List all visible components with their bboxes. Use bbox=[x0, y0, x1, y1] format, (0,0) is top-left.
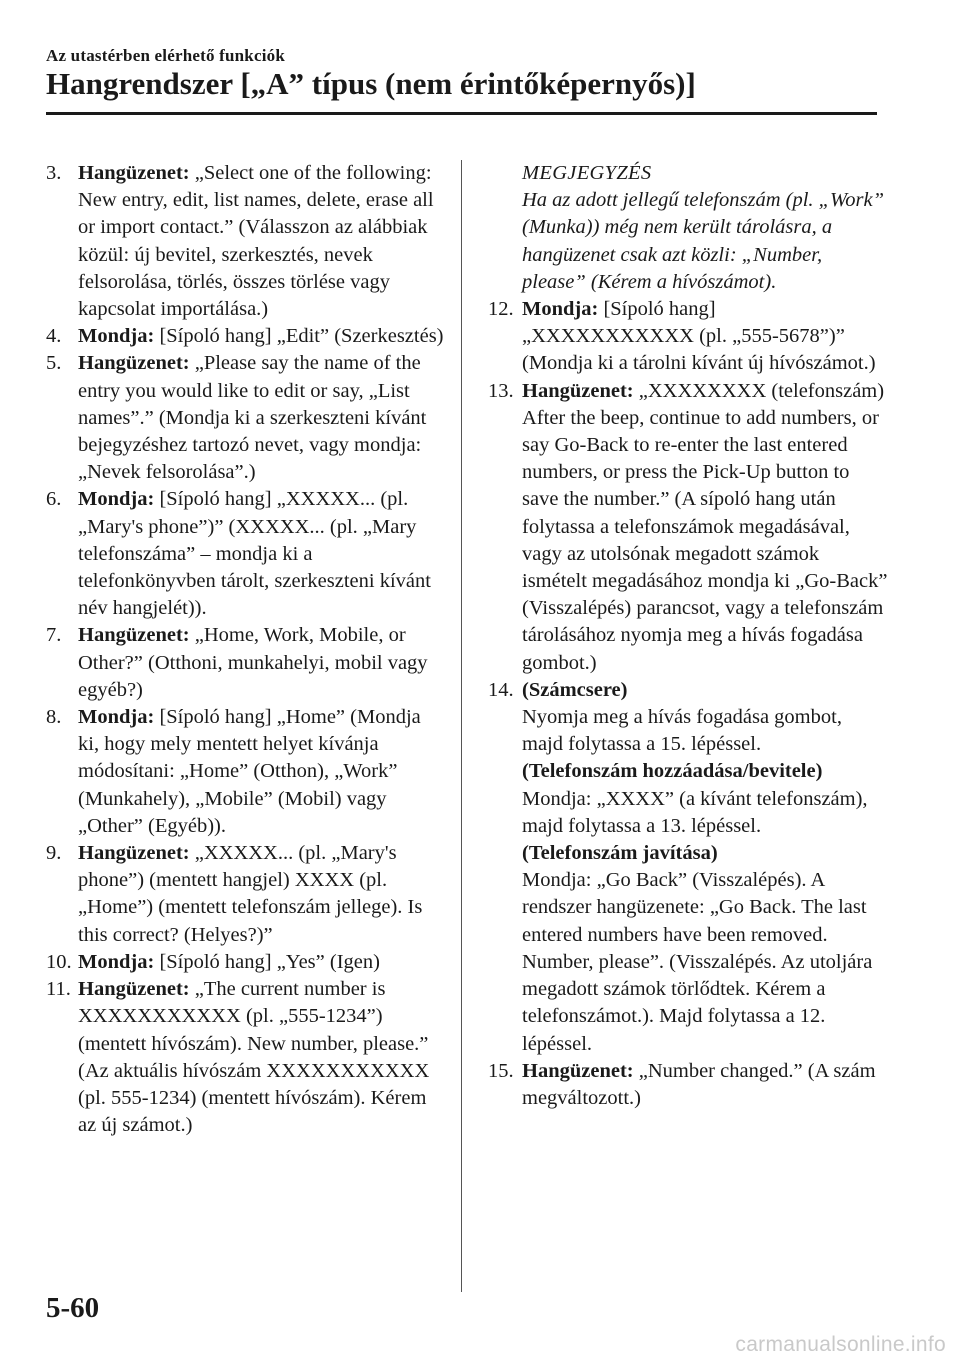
subsection-text: Mondja: „XXXX” (a kívánt telefonszám), majd folytassa a 13. lépéssel. bbox=[522, 787, 868, 837]
right-column bbox=[488, 160, 888, 1112]
step-text: „Select one of the following: New entry, edit, list names, delete, erase all or import contact.” (Válasszon az alábbiak közül: új bevitel, szerkesztés, nevek felsorolása, törlés, összes törlése vagy kapcsolat importálása.) bbox=[78, 162, 434, 321]
step-text: „XXXXXXXX (telefonszám) After the beep, continue to add numbers, or say Go-Back to re-enter the last entered numbers, or press the Pick-Up button to save the number.” (A sípoló hang után folytassa a telefonszámok megadásával, vagy az utolsónak megadott számok ismételt megadásához mondja ki „Go-Back” (Visszalépés) parancsot, vagy a telefonszám tárolásához nyomja meg a hívás fogadása gombot.) bbox=[522, 379, 888, 674]
step-label: Mondja: bbox=[78, 325, 155, 348]
step-number: 8. bbox=[46, 706, 62, 729]
left-column bbox=[46, 160, 446, 1139]
step-number: 11. bbox=[46, 978, 71, 1001]
step-text: [Sípoló hang] „Home” (Mondja ki, hogy mely mentett helyet kívánja módosítani: „Home” (Otthon), „Work” (Munkahely), „Mobile” (Mobil) vagy „Other” (Egyéb)). bbox=[78, 706, 421, 837]
subsection-heading: (Telefonszám hozzáadása/bevitele) bbox=[522, 760, 823, 783]
step-4 bbox=[46, 323, 446, 350]
subsection-text: Mondja: „Go Back” (Visszalépés). A rendszer hangüzenete: „Go Back. The last entered numbers have been removed. Number, please”. (Visszalépés. Az utoljára megadott számok törlődtek. Kérem a telefonszámot.). Majd folytassa a 12. lépéssel. bbox=[522, 869, 873, 1055]
step-number: 6. bbox=[46, 488, 62, 511]
step-11 bbox=[46, 976, 446, 1139]
step-13 bbox=[488, 378, 888, 677]
step-label: Mondja: bbox=[78, 488, 155, 511]
step-label: Hangüzenet: bbox=[78, 352, 190, 375]
title-rule bbox=[46, 112, 877, 115]
step-number: 13. bbox=[488, 379, 514, 402]
step-label: Hangüzenet: bbox=[78, 162, 190, 184]
step-heading: (Számcsere) bbox=[522, 678, 628, 701]
step-3 bbox=[46, 160, 446, 323]
step-text: „XXXXX... (pl. „Mary's phone”) (mentett hangjel) XXXX (pl. „Home”) (mentett telefonszám jellege). Is this correct? (Helyes?)” bbox=[78, 842, 423, 946]
watermark: carmanualsonline.info bbox=[735, 1333, 946, 1356]
step-text: [Sípoló hang] „XXXXX... (pl. „Mary's phone”)” (XXXXX... (pl. „Mary telefonszáma” – mondja ki a telefonkönyvben tárolt, szerkeszteni kívánt név hangjelét)). bbox=[78, 488, 431, 620]
step-number: 15. bbox=[488, 1059, 514, 1082]
step-number: 14. bbox=[488, 678, 514, 701]
step-8 bbox=[46, 704, 446, 840]
step-12 bbox=[488, 296, 888, 378]
note-box bbox=[488, 160, 888, 296]
step-text: [Sípoló hang] „Yes” (Igen) bbox=[154, 950, 380, 973]
step-text: „Please say the name of the entry you would like to edit or say, „List names”.” (Mondja ki a szerkeszteni kívánt bejegyzéshez tartozó nevet, vagy mondja: „Nevek felsorolása”.) bbox=[78, 352, 427, 484]
step-text: [Sípoló hang] „XXXXXXXXXXX (pl. „555-5678”)” (Mondja ki a tárolni kívánt új hívószámot.) bbox=[522, 298, 876, 375]
step-15 bbox=[488, 1058, 888, 1112]
step-text: „Home, Work, Mobile, or Other?” (Otthoni, munkahelyi, mobil vagy egyéb?) bbox=[78, 624, 428, 701]
step-7 bbox=[46, 622, 446, 704]
step-label: Mondja: bbox=[522, 298, 599, 321]
step-number: 3. bbox=[46, 162, 62, 184]
step-number: 5. bbox=[46, 352, 62, 375]
step-text: „The current number is XXXXXXXXXXX (pl. „555-1234”) (mentett hívószám). New number, please.” (Az aktuális hívószám XXXXXXXXXXX (pl. 555-1234) (mentett hívószám). Kérem az új számot.) bbox=[78, 978, 430, 1137]
step-14 bbox=[488, 677, 888, 1058]
page-number: 5-60 bbox=[46, 1292, 100, 1324]
note-text: Ha az adott jellegű telefonszám (pl. „Work” (Munka)) még nem került tárolásra, a hangüzenet csak azt közli: „Number, please” (Kérem a hívószámot). bbox=[522, 189, 884, 293]
step-number: 10. bbox=[46, 950, 72, 973]
step-9 bbox=[46, 840, 446, 949]
section-label: Az utastérben elérhető funkciók bbox=[46, 46, 285, 65]
step-number: 4. bbox=[46, 325, 62, 348]
column-divider bbox=[461, 160, 462, 1292]
step-5 bbox=[46, 350, 446, 486]
step-number: 12. bbox=[488, 298, 514, 321]
step-label: Hangüzenet: bbox=[522, 1059, 634, 1082]
step-10 bbox=[46, 949, 446, 976]
step-label: Hangüzenet: bbox=[78, 624, 190, 647]
note-title: MEGJEGYZÉS bbox=[522, 162, 652, 184]
step-number: 9. bbox=[46, 842, 62, 865]
step-number: 7. bbox=[46, 624, 62, 647]
step-text: Nyomja meg a hívás fogadása gombot, majd folytassa a 15. lépéssel. bbox=[522, 706, 842, 756]
step-label: Hangüzenet: bbox=[78, 842, 190, 865]
step-label: Mondja: bbox=[78, 950, 155, 973]
step-text: [Sípoló hang] „Edit” (Szerkesztés) bbox=[154, 325, 444, 348]
step-label: Hangüzenet: bbox=[522, 379, 634, 402]
page-title: Hangrendszer [„A” típus (nem érintőképernyős)] bbox=[46, 66, 696, 101]
step-text: „Number changed.” (A szám megváltozott.) bbox=[522, 1059, 876, 1109]
step-label: Hangüzenet: bbox=[78, 978, 190, 1001]
subsection-heading: (Telefonszám javítása) bbox=[522, 842, 718, 865]
step-6 bbox=[46, 486, 446, 622]
step-label: Mondja: bbox=[78, 706, 155, 729]
